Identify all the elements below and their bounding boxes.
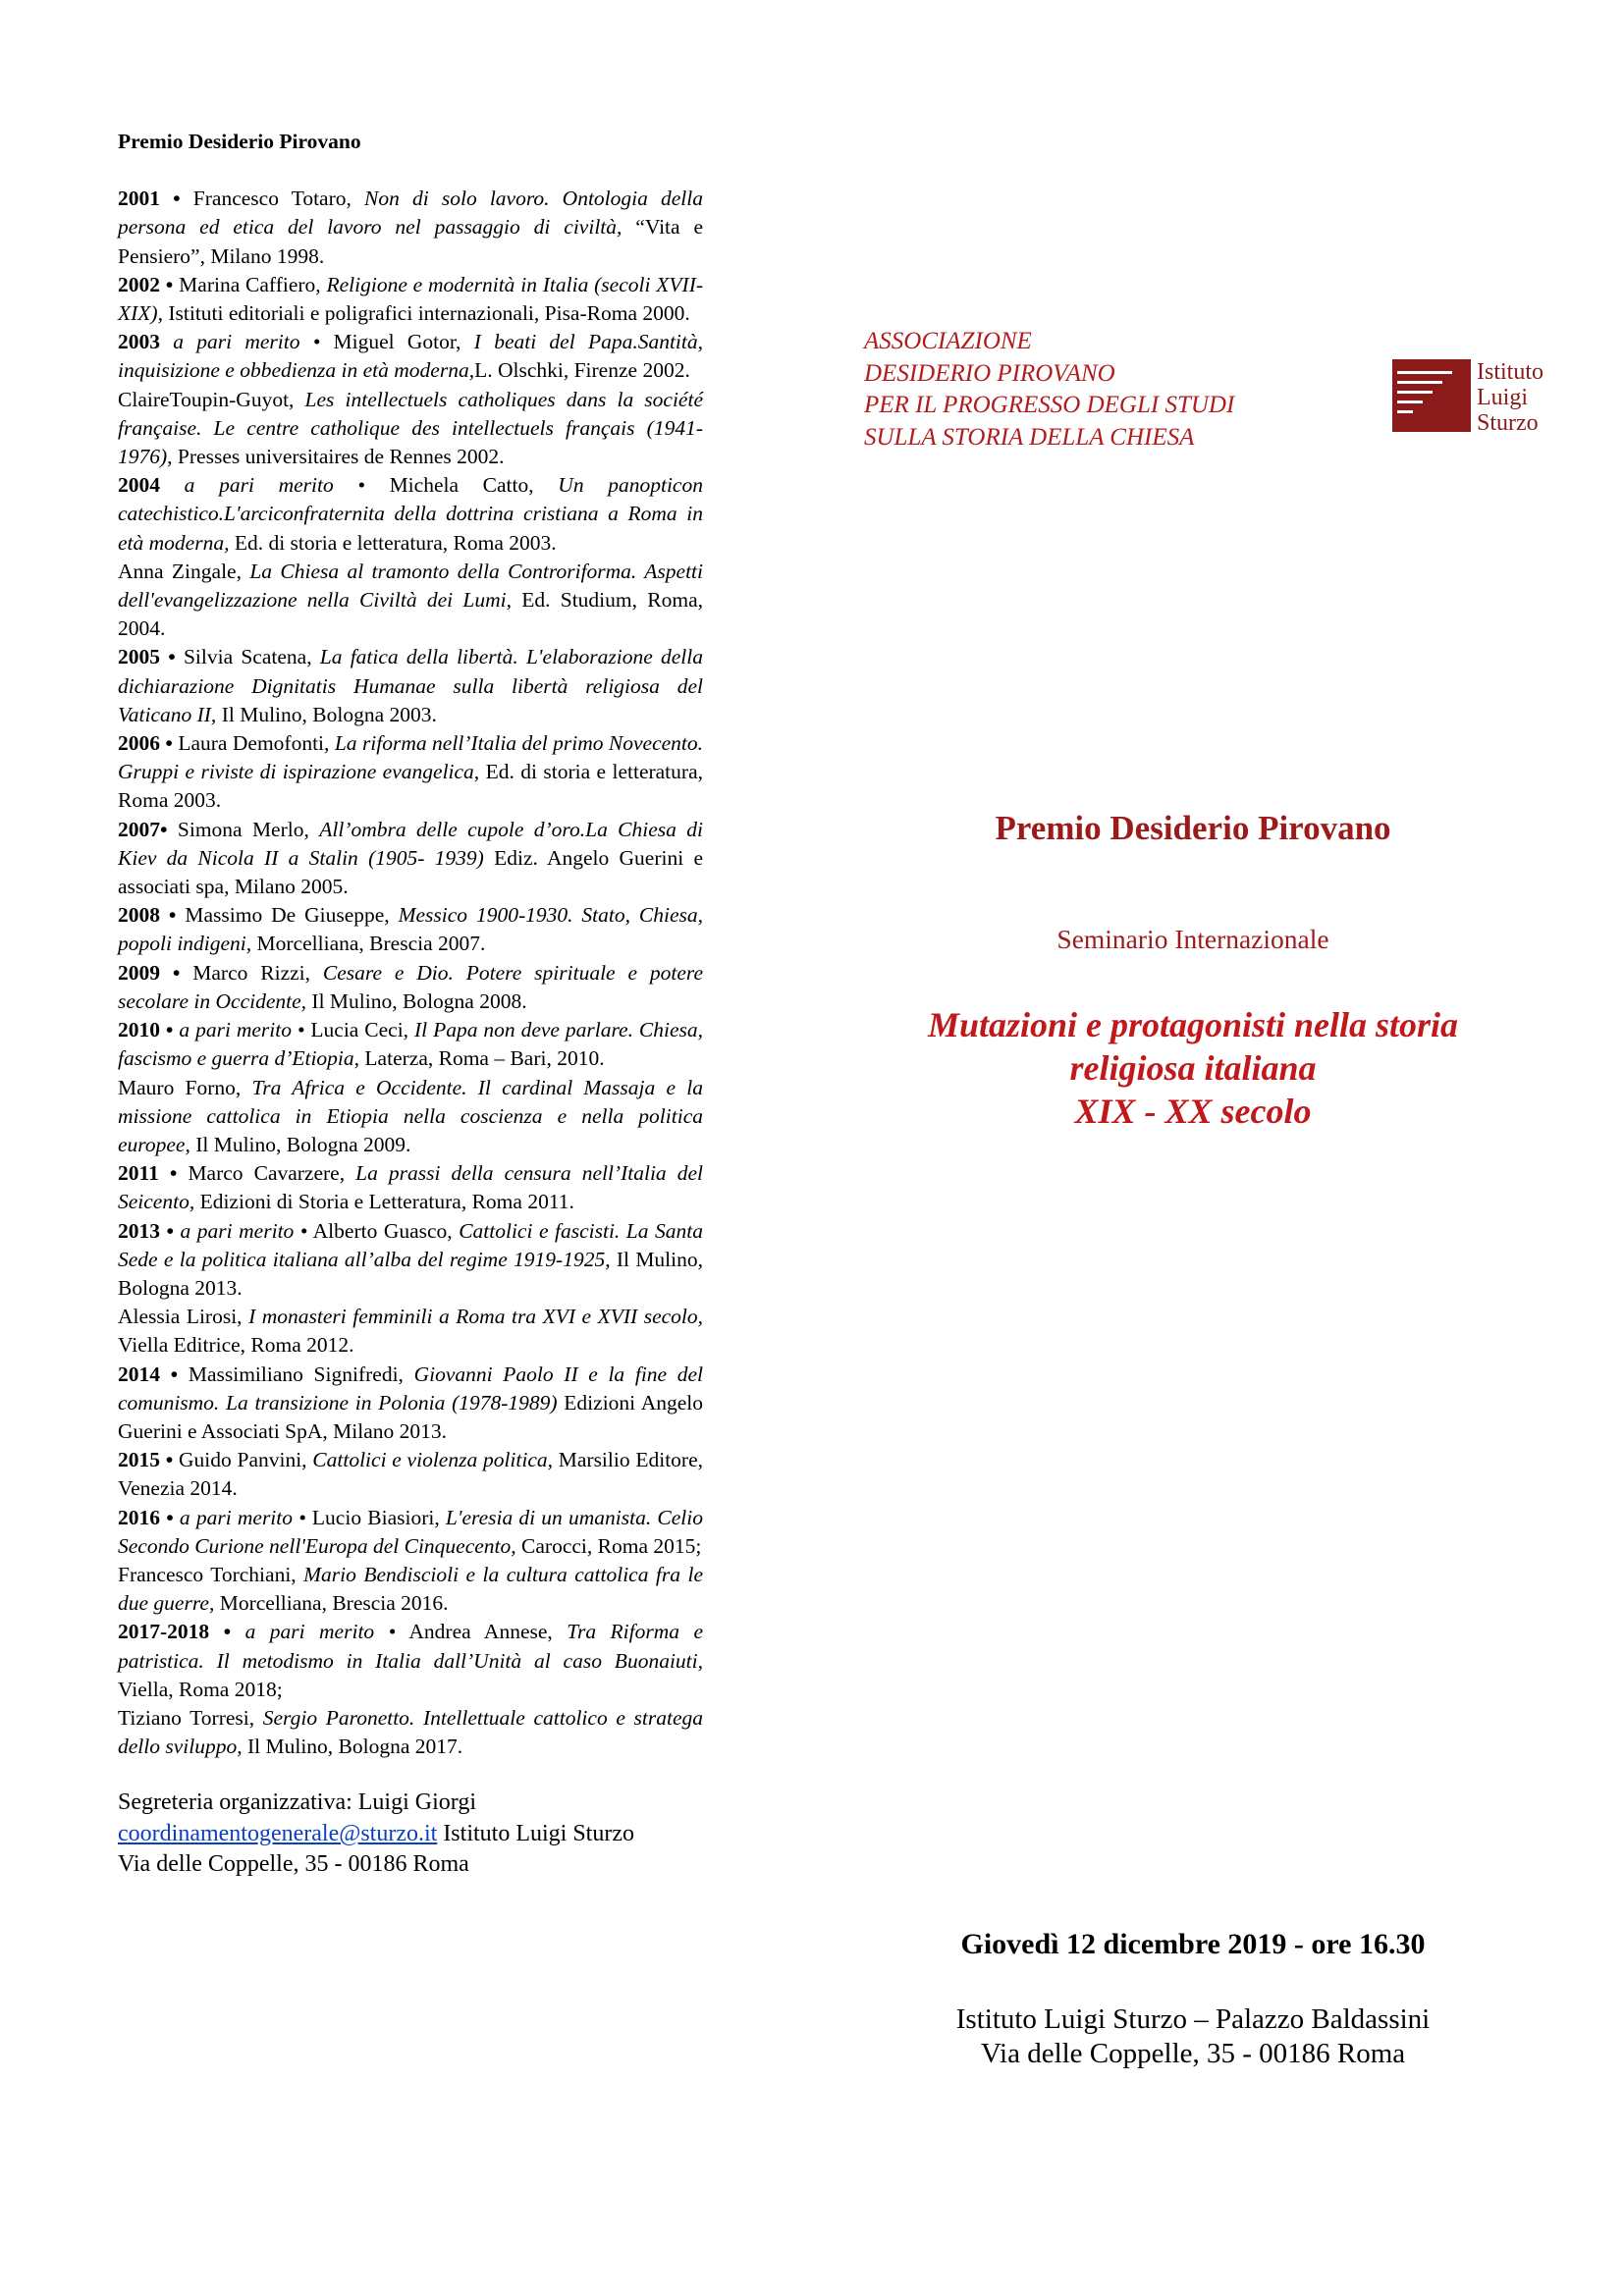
award-work-title: Les intellectuels catholiques dans la société française. Le centre catholique des intellectuels français (1941-1976),	[118, 387, 703, 469]
award-publisher: Ed. di storia e letteratura, Roma 2003.	[229, 530, 557, 555]
award-year: 2002 •	[118, 272, 174, 296]
award-publisher: Viella, Roma 2018;	[118, 1677, 283, 1701]
award-author: Anna Zingale,	[118, 559, 250, 583]
award-entry	[118, 1074, 703, 1160]
award-author: Silvia Scatena,	[175, 645, 320, 669]
award-publisher: Marsilio Editore, Venezia 2014.	[118, 1448, 703, 1501]
organizing-secretariat	[118, 1788, 703, 1881]
email-line	[118, 1819, 703, 1850]
award-publisher: Il Mulino, Bologna 2013.	[118, 1247, 704, 1300]
email-link[interactable]: coordinamentogenerale@sturzo.it	[118, 1820, 438, 1846]
award-entry	[118, 959, 703, 1016]
award-author: Marina Caffiero,	[173, 272, 327, 296]
award-publisher: L. Olschki, Firenze 2002.	[474, 358, 690, 383]
venue-line: Via delle Coppelle, 35 - 00186 Roma	[980, 2038, 1406, 2069]
sturzo-logo-icon	[1392, 353, 1559, 437]
award-entry	[118, 1217, 703, 1304]
award-publisher: Edizioni di Storia e Letteratura, Roma 2011.	[194, 1190, 574, 1214]
association-line: PER IL PROGRESSO DEGLI STUDI	[864, 392, 1235, 418]
seminar-title-line: Mutazioni e protagonisti nella storia	[927, 1005, 1459, 1044]
award-publisher: Ed. Studium, Roma, 2004.	[118, 588, 703, 641]
logo-text: Istituto	[1477, 359, 1544, 385]
event-venue	[864, 2002, 1522, 2071]
award-year: 2013 •	[118, 1218, 175, 1243]
award-year: 2011 •	[118, 1161, 178, 1186]
award-work-title: Messico 1900-1930. Stato, Chiesa, popoli indigeni,	[118, 903, 703, 956]
award-author: ClaireToupin-Guyot,	[118, 387, 305, 411]
award-mark: a pari merito •	[173, 1505, 306, 1529]
association-line: SULLA STORIA DELLA CHIESA	[864, 423, 1195, 451]
award-work-title: Giovanni Paolo II e la fine del comunismo. La transizione in Polonia (1978-1989)	[118, 1362, 704, 1415]
award-entry	[118, 185, 703, 271]
award-mark: a pari merito •	[231, 1620, 397, 1644]
award-author: Guido Panvini,	[173, 1448, 313, 1472]
award-publisher: Il Mulino, Bologna 2009.	[189, 1132, 411, 1156]
award-work-title: Sergio Paronetto. Intellettuale cattolico e stratega dello sviluppo,	[118, 1705, 703, 1759]
award-publisher: Presses universitaires de Rennes 2002.	[172, 445, 505, 469]
award-publisher: Il Mulino, Bologna 2003.	[216, 702, 437, 726]
award-publisher: Istituti editoriali e poligrafici internazionali, Pisa-Roma 2000.	[162, 301, 690, 326]
award-year: 2007•	[118, 817, 168, 841]
award-year: 2005 •	[118, 645, 176, 669]
award-entry	[118, 1159, 703, 1216]
award-author: Laura Demofonti,	[172, 731, 335, 756]
award-entry	[118, 471, 703, 558]
award-work-title: Religione e modernità in Italia (secoli XVII-XIX),	[118, 272, 704, 326]
award-author: Marco Cavarzere,	[177, 1161, 356, 1186]
seminar-title	[864, 1003, 1522, 1133]
sturzo-logo	[1392, 353, 1559, 437]
award-work-title: La prassi della censura nell’Italia del Seicento,	[118, 1161, 703, 1214]
award-work-title: La Chiesa al tramonto della Controriforma. Aspetti dell'evangelizzazione nella Civiltà dei Lumi,	[118, 559, 703, 613]
award-publisher: Viella Editrice, Roma 2012.	[118, 1333, 354, 1358]
award-publisher: “Vita e Pensiero”, Milano 1998.	[118, 215, 704, 268]
awards-title: Premio Desiderio Pirovano	[118, 130, 361, 153]
award-work-title: Cattolici e fascisti. La Santa Sede e la politica italiana all’alba del regime 1919-1925,	[118, 1218, 703, 1271]
award-work-title: Un panopticon catechistico.L'arciconfraternita della dottrina cristiana a Roma in età moderna,	[118, 473, 703, 555]
institute-name: Istituto Luigi Sturzo	[437, 1820, 634, 1846]
award-author: Massimiliano Signifredi,	[178, 1362, 414, 1386]
address-line: Via delle Coppelle, 35 - 00186 Roma	[118, 1851, 469, 1878]
award-entry	[118, 1504, 703, 1561]
award-author: Francesco Torchiani,	[118, 1562, 304, 1586]
award-author: Alessia Lirosi,	[118, 1305, 249, 1329]
award-publisher: Morcelliana, Brescia 2016.	[214, 1591, 449, 1616]
award-year: 2006 •	[118, 731, 173, 756]
award-author: Michela Catto,	[364, 473, 559, 498]
award-mark: a pari merito •	[160, 330, 321, 354]
award-publisher: Ed. di storia e letteratura, Roma 2003.	[118, 760, 703, 813]
award-entry	[118, 816, 703, 902]
award-entry	[118, 901, 703, 958]
award-author: Andrea Annese,	[396, 1620, 568, 1644]
award-author: Massimo De Giuseppe,	[176, 903, 399, 928]
award-year: 2014 •	[118, 1362, 179, 1386]
award-author: Marco Rizzi,	[180, 960, 323, 985]
award-entry	[118, 1561, 703, 1618]
award-year: 2008 •	[118, 903, 177, 928]
award-publisher: Ediz. Angelo Guerini e associati spa, Milano 2005.	[118, 845, 703, 899]
award-work-title: Mario Bendiscioli e la cultura cattolica fra le due guerre,	[118, 1562, 703, 1616]
seminar-label: Seminario Internazionale	[1056, 924, 1329, 954]
secretariat-line: Segreteria organizzativa: Luigi Giorgi	[118, 1789, 476, 1816]
award-entry	[118, 386, 703, 472]
association-line: DESIDERIO PIROVANO	[864, 359, 1115, 387]
award-work-title: I monasteri femminili a Roma tra XVI e XVII secolo,	[248, 1305, 703, 1329]
awards-column	[118, 128, 703, 1881]
award-publisher: Edizioni Angelo Guerini e Associati SpA, Milano 2013.	[118, 1390, 703, 1443]
award-year: 2010 •	[118, 1018, 174, 1042]
award-mark: a pari merito •	[160, 473, 365, 498]
award-publisher: Il Mulino, Bologna 2017.	[242, 1735, 463, 1759]
award-mark: a pari merito •	[173, 1018, 305, 1042]
award-year: 2001 •	[118, 187, 181, 211]
award-entry	[118, 1016, 703, 1073]
award-author: Miguel Gotor,	[320, 330, 474, 354]
award-entry	[118, 1303, 703, 1360]
award-work-title: Cattolici e violenza politica,	[312, 1448, 554, 1472]
award-work-title: L'eresia di un umanista. Celio Secondo Curione nell'Europa del Cinquecento,	[118, 1505, 703, 1558]
association-heading	[864, 326, 1234, 454]
award-work-title: Tra Africa e Occidente. Il cardinal Massaja e la missione cattolica in Etiopia nella coscienza e nella politica europee,	[118, 1075, 703, 1156]
main-title: Premio Desiderio Pirovano	[995, 809, 1391, 847]
award-year: 2003	[118, 330, 160, 354]
award-entry	[118, 328, 703, 385]
award-year: 2017-2018 •	[118, 1620, 232, 1644]
award-entry	[118, 1446, 703, 1503]
award-work-title: La riforma nell’Italia del primo Novecento. Gruppi e riviste di ispirazione evangelica,	[118, 731, 704, 784]
award-publisher: Il Mulino, Bologna 2008.	[306, 988, 527, 1013]
award-publisher: Morcelliana, Brescia 2007.	[251, 932, 486, 956]
award-author: Alberto Guasco,	[307, 1218, 460, 1243]
award-work-title: All’ombra delle cupole d’oro.La Chiesa di Kiev da Nicola II a Stalin (1905- 1939)	[118, 817, 703, 870]
award-publisher: Carocci, Roma 2015;	[515, 1533, 702, 1558]
venue-line: Istituto Luigi Sturzo – Palazzo Baldassini	[955, 2003, 1431, 2035]
award-work-title: I beati del Papa.Santità, inquisizione e obbedienza in età moderna,	[118, 330, 703, 383]
seminar-title-line: XIX - XX secolo	[1074, 1092, 1312, 1131]
award-mark: a pari merito •	[174, 1218, 308, 1243]
logo-text: Luigi	[1477, 385, 1528, 410]
award-year: 2004	[118, 473, 160, 498]
award-author: Lucia Ceci,	[304, 1018, 414, 1042]
award-work-title: Il Papa non deve parlare. Chiesa, fascismo e guerra d’Etiopia,	[118, 1018, 703, 1071]
award-entry	[118, 1361, 703, 1447]
award-entry	[118, 1618, 703, 1704]
award-work-title: Non di solo lavoro. Ontologia della persona ed etica del lavoro nel passaggio di civiltà,	[118, 187, 704, 240]
award-entry	[118, 729, 703, 816]
logo-text: Sturzo	[1477, 410, 1539, 436]
award-publisher: Laterza, Roma – Bari, 2010.	[359, 1046, 605, 1071]
award-work-title: Cesare e Dio. Potere spirituale e potere secolare in Occidente,	[118, 960, 703, 1013]
award-entry	[118, 271, 703, 328]
award-entry	[118, 1704, 703, 1761]
award-author: Simona Merlo,	[167, 817, 320, 841]
award-author: Mauro Forno,	[118, 1075, 252, 1099]
award-year: 2015 •	[118, 1448, 174, 1472]
award-work-title: Tra Riforma e patristica. Il metodismo in Italia dall’Unità al caso Buonaiuti,	[118, 1620, 703, 1673]
award-year: 2016 •	[118, 1505, 174, 1529]
award-work-title: La fatica della libertà. L'elaborazione della dichiarazione Dignitatis Humanae sulla libertà religiosa del Vaticano II,	[118, 645, 703, 726]
award-year: 2009 •	[118, 960, 181, 985]
award-author: Lucio Biasiori,	[305, 1505, 446, 1529]
association-line: ASSOCIAZIONE	[864, 328, 1032, 354]
awards-list	[118, 185, 703, 1761]
award-entry	[118, 558, 703, 644]
award-entry	[118, 643, 703, 729]
seminar-title-line: religiosa italiana	[1069, 1048, 1317, 1088]
event-datetime: Giovedì 12 dicembre 2019 - ore 16.30	[960, 1928, 1426, 1960]
award-author: Tiziano Torresi,	[118, 1705, 263, 1730]
award-author: Francesco Totaro,	[180, 187, 365, 211]
